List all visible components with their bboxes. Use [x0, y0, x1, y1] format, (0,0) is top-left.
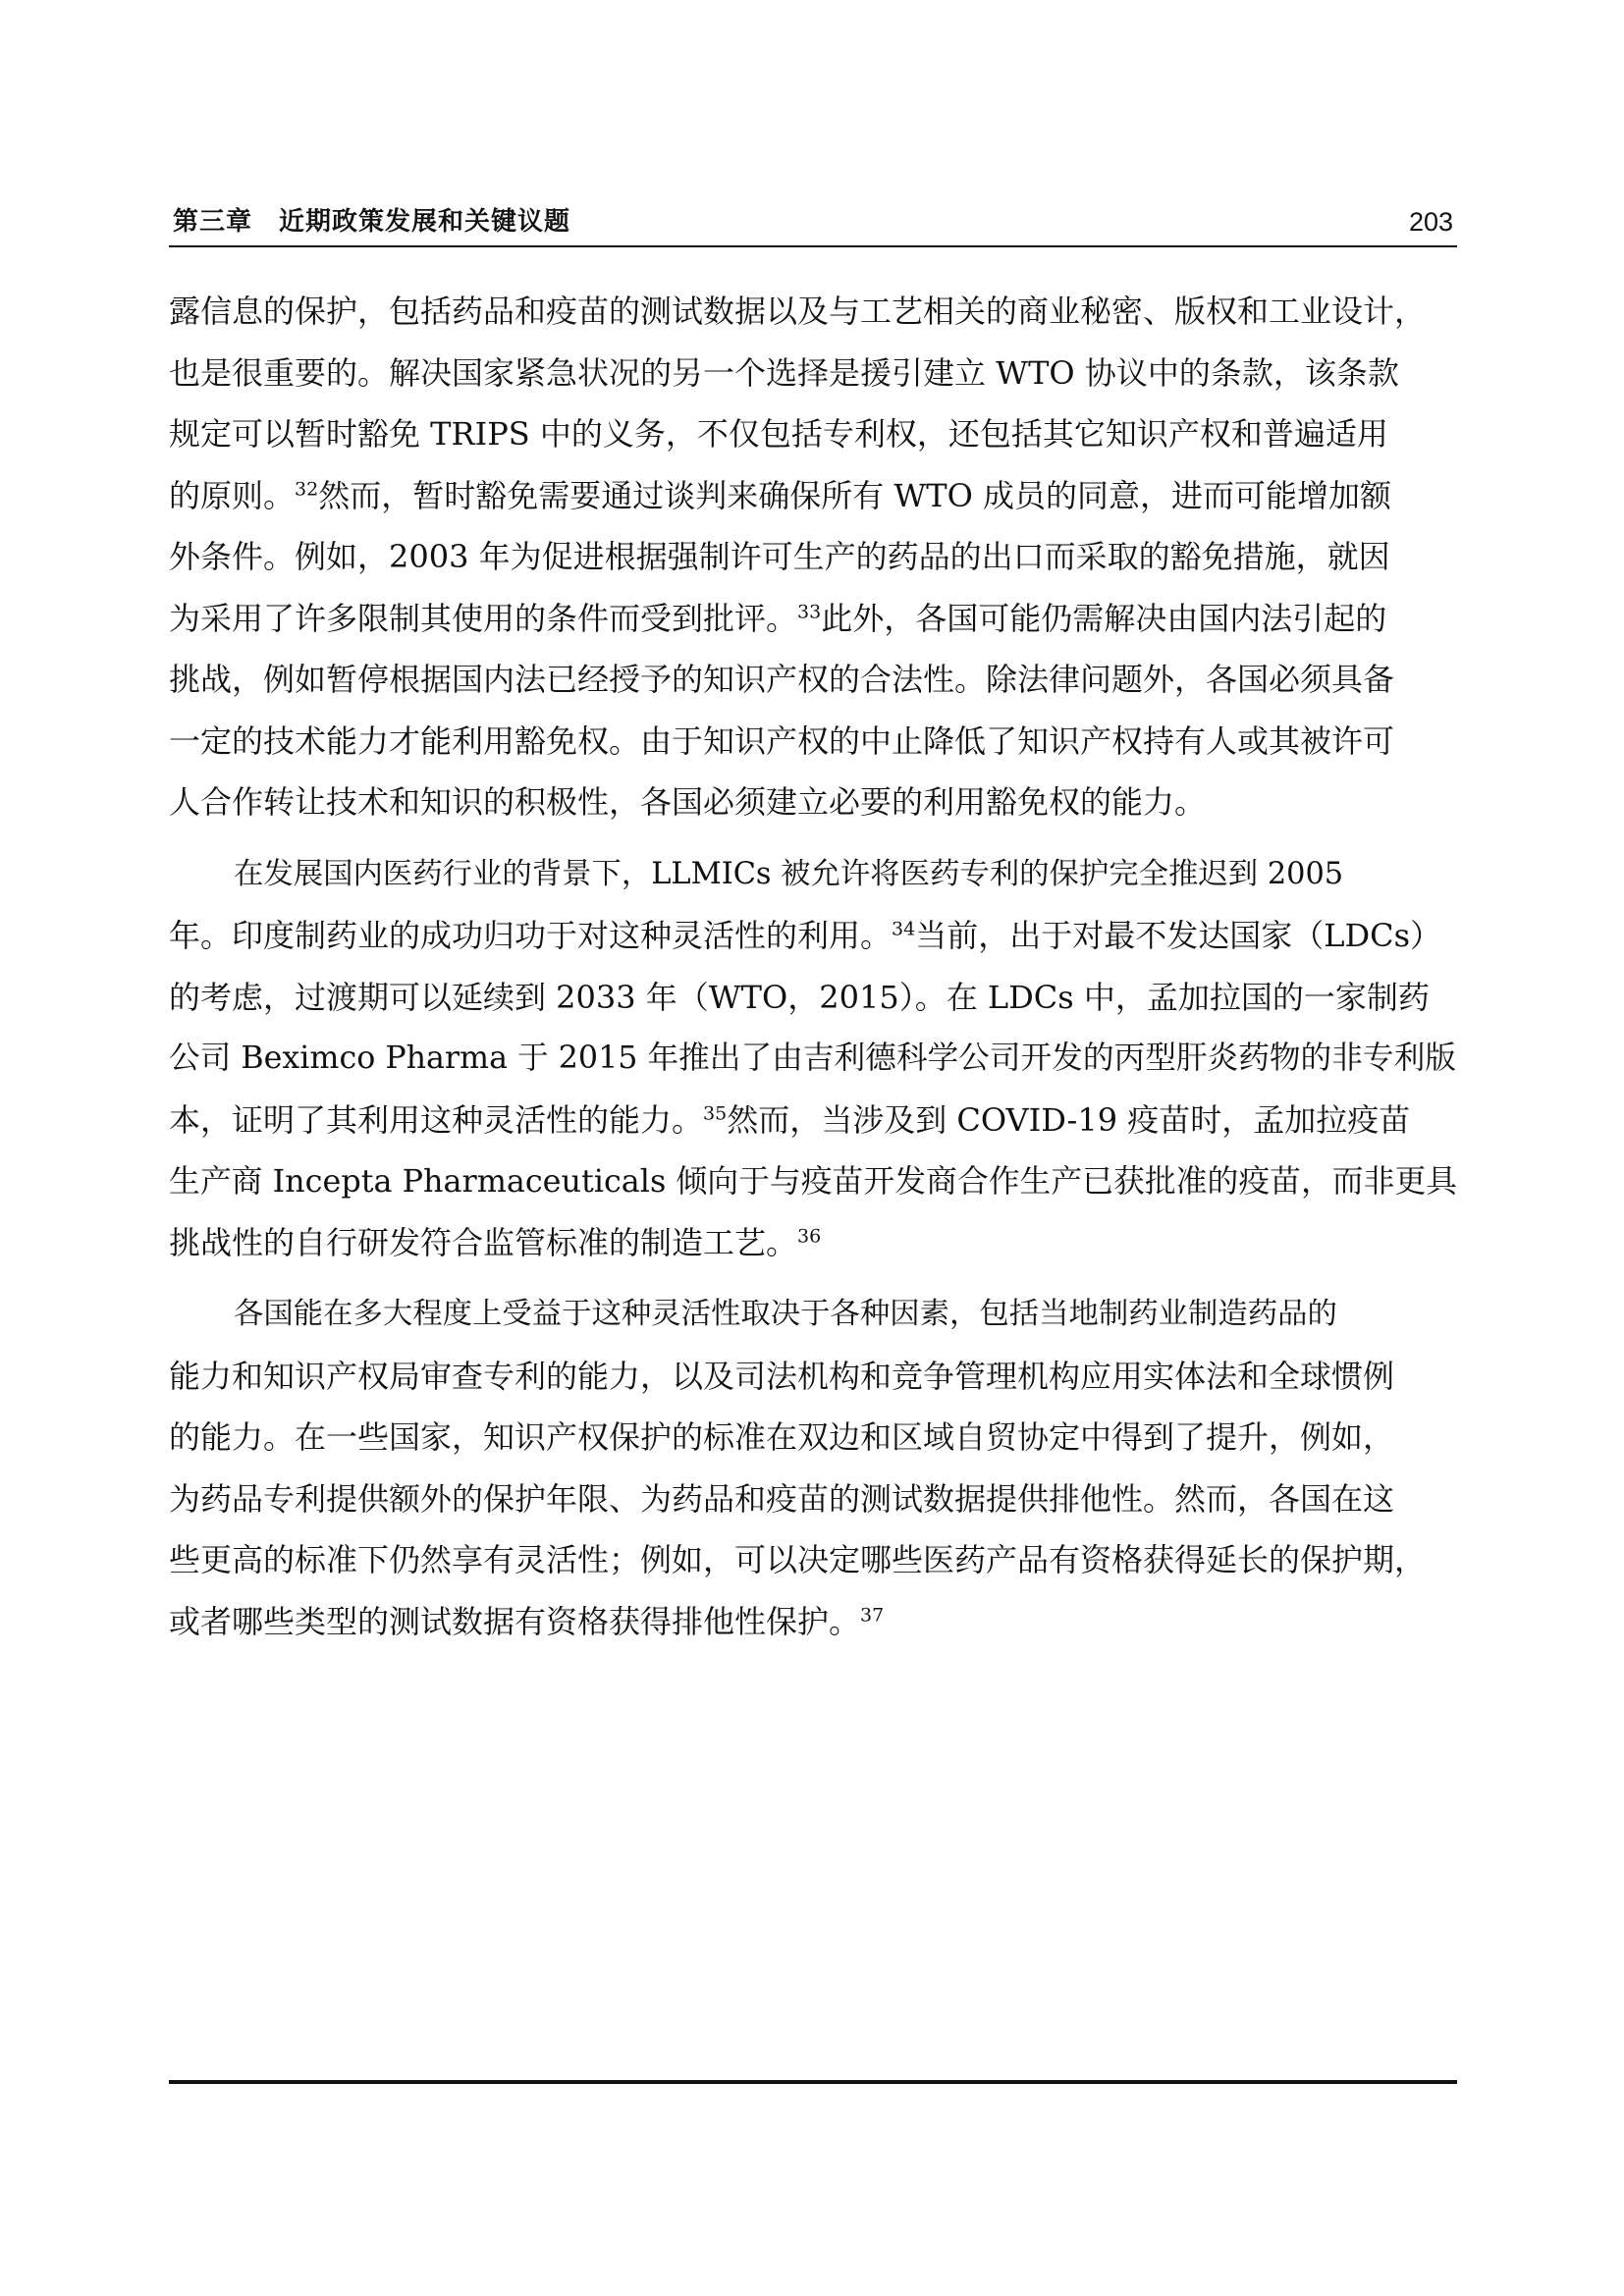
- paragraph: [169, 281, 1457, 833]
- text-run: 外条件。例如，2003 年为促进根据强制许可生产的药品的出口而采取的豁免措施，就因: [169, 538, 1390, 575]
- text-run: 能力和知识产权局审查专利的能力，以及司法机构和竞争管理机构应用实体法和全球惯例: [169, 1357, 1395, 1395]
- footnote-ref[interactable]: 35: [703, 1101, 728, 1124]
- footnote-ref[interactable]: 32: [295, 477, 319, 500]
- text-line: [169, 465, 1457, 527]
- text-line: [169, 281, 1457, 343]
- text-run: 当前，出于对最不发达国家（LDCs）: [915, 917, 1442, 954]
- text-line: [169, 1028, 1457, 1090]
- running-header: [169, 199, 1457, 244]
- paragraph: [169, 1284, 1457, 1652]
- text-line: [169, 1150, 1457, 1212]
- text-run: 的考虑，过渡期可以延续到 2033 年（WTO，2015）。在 LDCs 中，孟加拉国的一家制药: [169, 978, 1430, 1016]
- text-run: 各国能在多大程度上受益于这种灵活性取决于各种因素，包括当地制药业制造药品的: [234, 1297, 1337, 1331]
- text-run: 在发展国内医药行业的背景下，LLMICs 被允许将医药专利的保护完全推迟到 2005: [234, 856, 1344, 891]
- text-run: 然而，当涉及到 COVID-19 疫苗时，孟加拉疫苗: [727, 1100, 1411, 1139]
- text-line: [169, 967, 1457, 1029]
- text-run: 为药品专利提供额外的保护年限、为药品和疫苗的测试数据提供排他性。然而，各国在这: [169, 1479, 1395, 1518]
- footer-rule: [169, 2080, 1457, 2084]
- text-run: 的原则。: [169, 476, 296, 514]
- text-run: 生产商 Incepta Pharmaceuticals 倾向于与疫苗开发商合作生产已获批准的疫苗，而非更具: [169, 1162, 1457, 1200]
- text-line: [169, 1212, 1457, 1274]
- body-text: [169, 281, 1457, 1652]
- footnote-ref[interactable]: 37: [860, 1603, 885, 1626]
- text-line: [169, 905, 1457, 967]
- page-number: 203: [1408, 207, 1453, 237]
- text-line: [169, 343, 1457, 404]
- text-run: 些更高的标准下仍然享有灵活性；例如，可以决定哪些医药产品有资格获得延长的保护期，: [169, 1541, 1427, 1578]
- text-line: [169, 1591, 1457, 1653]
- text-run: 此外，各国可能仍需解决由国内法引起的: [821, 599, 1387, 637]
- chapter-title: 第三章 近期政策发展和关键议题: [173, 207, 571, 237]
- text-run: 的能力。在一些国家，知识产权保护的标准在双边和区域自贸协定中得到了提升，例如，: [169, 1418, 1395, 1456]
- text-line: [169, 649, 1457, 711]
- paragraph: [169, 844, 1457, 1274]
- text-line: [169, 1468, 1457, 1530]
- text-run: 为采用了许多限制其使用的条件而受到批评。: [169, 599, 798, 637]
- text-run: 挑战性的自行研发符合监管标准的制造工艺。: [169, 1223, 798, 1261]
- header-rule: [169, 245, 1457, 247]
- text-line: [169, 1284, 1457, 1346]
- text-run: 一定的技术能力才能利用豁免权。由于知识产权的中止降低了知识产权持有人或其被许可: [169, 721, 1395, 760]
- text-run: 年。印度制药业的成功归功于对这种灵活性的利用。: [169, 917, 893, 954]
- text-run: 公司 Beximco Pharma 于 2015 年推出了由吉利德科学公司开发的丙型肝炎药物的非专利版: [169, 1041, 1456, 1076]
- footnote-ref[interactable]: 34: [892, 918, 916, 940]
- footnote-ref[interactable]: 36: [797, 1224, 822, 1247]
- text-run: 也是很重要的。解决国家紧急状况的另一个选择是援引建立 WTO 协议中的条款，该条款: [169, 353, 1399, 392]
- text-run: 本，证明了其利用这种灵活性的能力。: [169, 1100, 704, 1139]
- text-line: [169, 1529, 1457, 1591]
- footnote-ref[interactable]: 33: [797, 600, 822, 622]
- text-run: 人合作转让技术和知识的积极性，各国必须建立必要的利用豁免权的能力。: [169, 783, 1207, 821]
- text-run: 然而，暂时豁免需要通过谈判来确保所有 WTO 成员的同意，进而可能增加额: [318, 476, 1392, 514]
- text-run: 挑战，例如暂停根据国内法已经授予的知识产权的合法性。除法律问题外，各国必须具备: [169, 661, 1395, 698]
- text-line: [169, 526, 1457, 588]
- text-line: [169, 1346, 1457, 1408]
- text-run: 或者哪些类型的测试数据有资格获得排他性保护。: [169, 1602, 861, 1640]
- text-run: 露信息的保护，包括药品和疫苗的测试数据以及与工艺相关的商业秘密、版权和工业设计，: [169, 293, 1427, 330]
- text-line: [169, 403, 1457, 465]
- text-line: [169, 711, 1457, 773]
- text-line: [169, 772, 1457, 833]
- text-run: 规定可以暂时豁免 TRIPS 中的义务，不仅包括专利权，还包括其它知识产权和普遍适用: [169, 415, 1388, 453]
- text-line: [169, 844, 1457, 906]
- text-line: [169, 1090, 1457, 1151]
- text-line: [169, 1407, 1457, 1468]
- text-line: [169, 588, 1457, 650]
